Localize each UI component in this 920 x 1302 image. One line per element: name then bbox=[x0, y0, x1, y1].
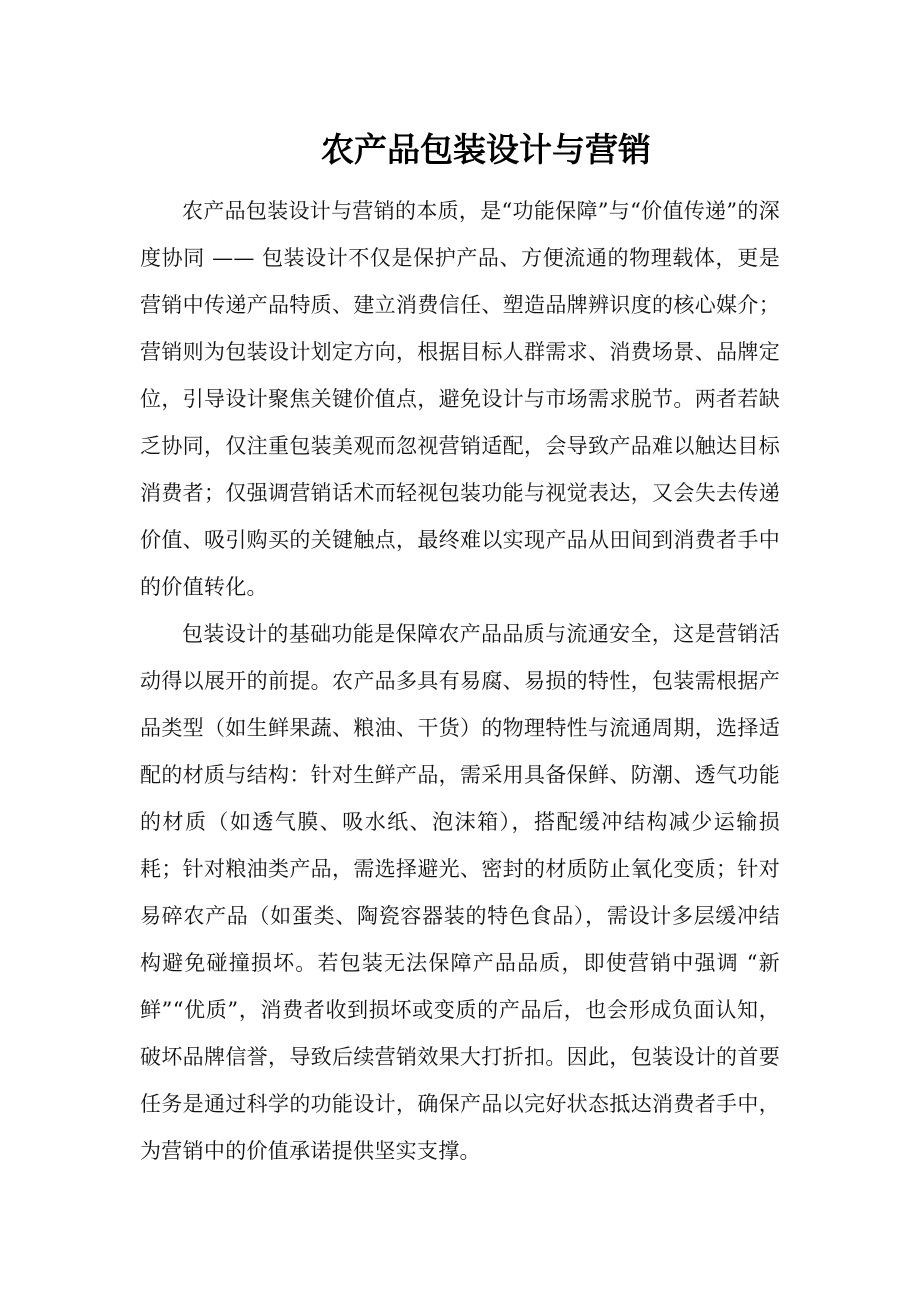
document-body bbox=[140, 188, 780, 1175]
document-title: 农产品包装设计与营销 bbox=[321, 130, 651, 169]
paragraph-1: 农产品包装设计与营销的本质，是“功能保障”与“价值传递”的深度协同 —— 包装设计不仅是保护产品、方便流通的物理载体，更是营销中传递产品特质、建立消费信任、塑造品牌辨识度的核心媒介；营销则为包装设计划定方向，根据目标人群需求、消费场景、品牌定位，引导设计聚焦关键价值点，避免设计与市场需求脱节。两者若缺乏协同，仅注重包装美观而忽视营销适配，会导致产品难以触达目标消费者；仅强调营销话术而轻视包装功能与视觉表达，又会失去传递价值、吸引购买的关键触点，最终难以实现产品从田间到消费者手中的价值转化。 bbox=[140, 199, 780, 599]
paragraph-2: 包装设计的基础功能是保障农产品品质与流通安全，这是营销活动得以展开的前提。农产品多具有易腐、易损的特性，包装需根据产品类型（如生鲜果蔬、粮油、干货）的物理特性与流通周期，选择适配的材质与结构：针对生鲜产品，需采用具备保鲜、防潮、透气功能的材质（如透气膜、吸水纸、泡沫箱），搭配缓冲结构减少运输损耗；针对粮油类产品，需选择避光、密封的材质防止氧化变质；针对易碎农产品（如蛋类、陶瓷容器装的特色食品），需设计多层缓冲结构避免碰撞损坏。若包装无法保障产品品质，即使营销中强调 “新鲜”“优质”，消费者收到损坏或变质的产品后，也会形成负面认知，破坏品牌信誉，导致后续营销效果大打折扣。因此，包装设计的首要任务是通过科学的功能设计，确保产品以完好状态抵达消费者手中，为营销中的价值承诺提供坚实支撑。 bbox=[140, 622, 780, 1163]
